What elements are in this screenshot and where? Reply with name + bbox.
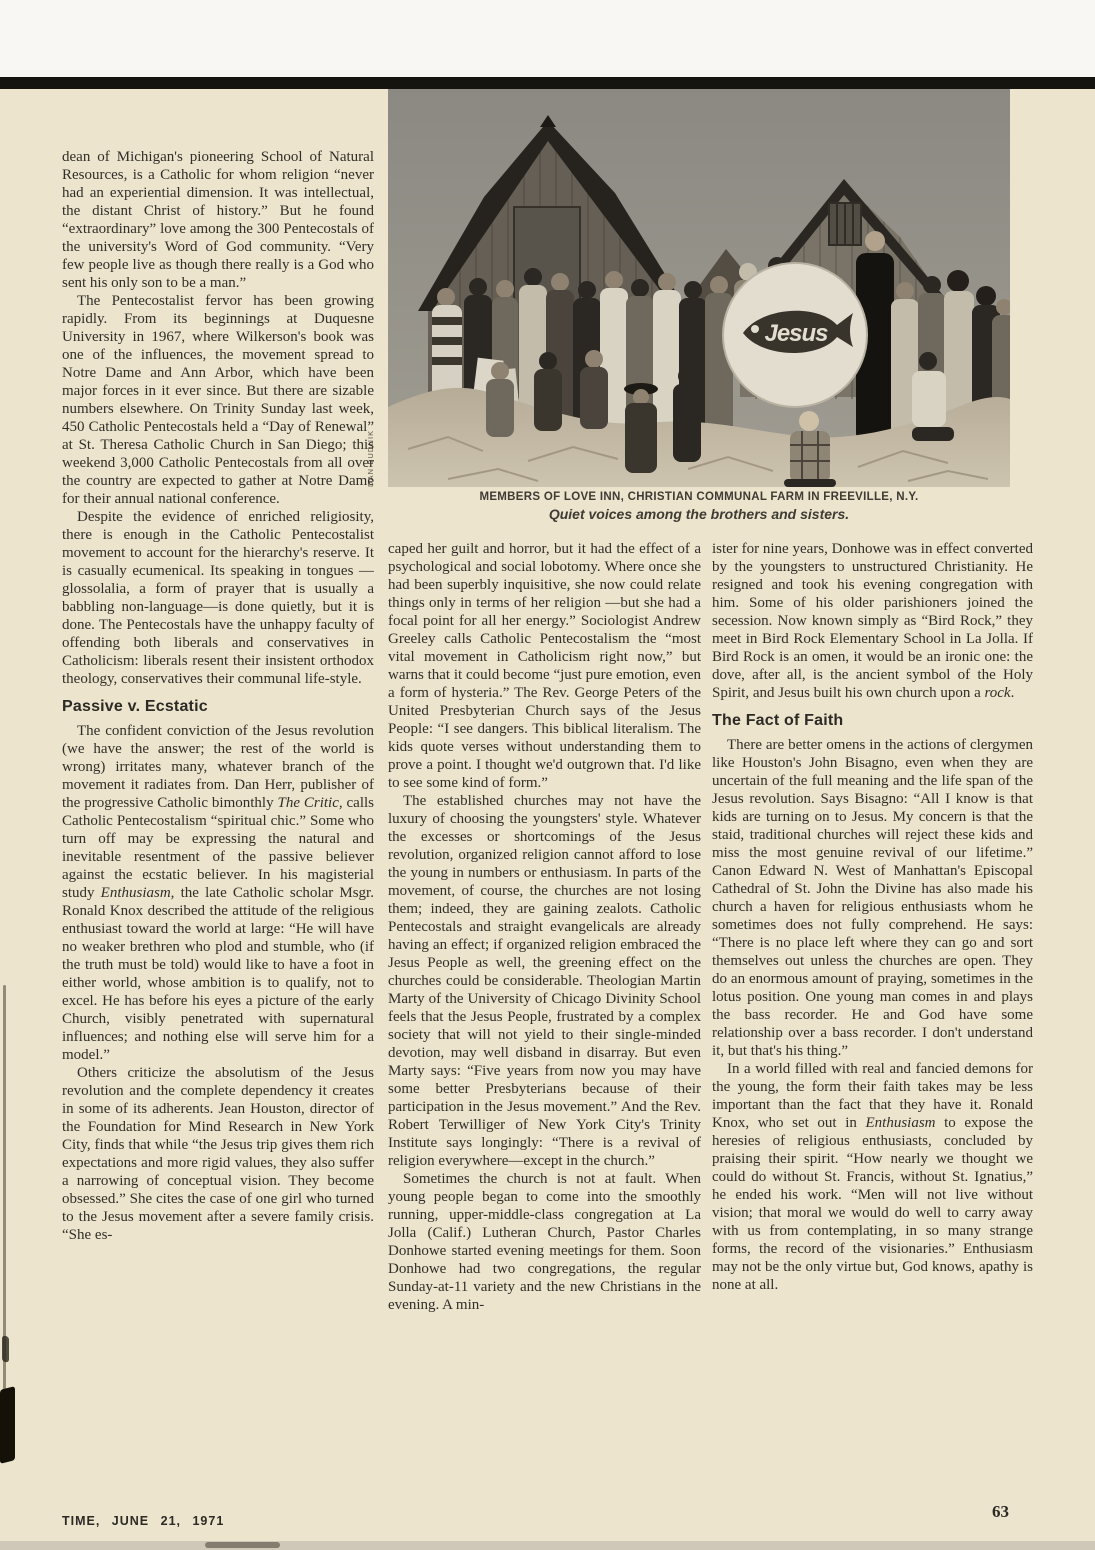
photo-love-inn-commune <box>388 89 1010 487</box>
scan-top-margin <box>0 0 1095 77</box>
photo-subcaption: Quiet voices among the brothers and sisters. <box>548 506 850 522</box>
jesus-sign-text: Jesus <box>764 320 828 347</box>
article-paragraph: There are better omens in the actions of clergymen like Houston's John Bisagno, even when they are uncertain of the full meaning and the life span of the Jesus revolution. Says Bisagno: “All I know is that kids are turning on to Jesus. My concern is that the staid, traditional churches will reject these kids and miss the most genuine revival of our lifetime.” Canon Edward N. West of Manhattan's Episcopal Cathedral of St. John the Divine has also made his church a haven for religious enthusiasts whom he sometimes does not fully comprehend. He says: “There is no place left where they can go and sort themselves out unless the churches are open. They do an enormous amount of praying, sometimes in the lotus position. One young man comes in and plays the bass recorder. He and God have some relationship over a bass recorder. I don't understand it, but that's his thing.” <box>712 737 1033 1059</box>
jesus-fish-sign <box>723 263 867 407</box>
page-top-rule <box>0 77 1095 89</box>
article-column-right <box>712 540 1033 1530</box>
page-number: 63 <box>992 1502 1009 1521</box>
article-paragraph: Sometimes the church is not at fault. When young people began to come into the smoothly running, upper-middle-class congregation at La Jolla (Calif.) Lutheran Church, Pastor Charles Donhowe started evening meetings for them. Soon Donhowe had two congregations, the regular Sunday-at-11 variety and the new Christians in the evening. A min- <box>388 1171 701 1313</box>
photo-credit: DAN BUDNIK <box>366 429 375 487</box>
article-paragraph: caped her guilt and horror, but it had the effect of a psychological and social lobotomy. Where once she had been superbly inquisitive, she now could relate things only in terms of her religion —but she had a focal point for all her energy.” Sociologist Andrew Greeley calls Catholic Pentecostalism the “most vital movement in Catholicism right now,” but warns that it could become “just pure emotion, even a form of hysteria.” The Rev. George Peters of the United Presbyterian Church says of the Jesus People: “I see dangers. This biblical literalism. The kids quote verses without understanding them to prove a point. I thought we'd outgrown that. I'd like to see some kind of form.” <box>388 541 701 791</box>
scan-bottom-edge <box>0 1541 1095 1550</box>
section-heading: Passive v. Ecstatic <box>62 698 208 715</box>
article-column-middle <box>388 540 701 1535</box>
article-paragraph: The confident conviction of the Jesus revolution (we have the answer; the rest of the world is wrong) irritates many, whatever branch of the movement it radiates from. Dan Herr, publisher of the progressive Catholic bimonthly The Critic, calls Catholic Pentecostalism “spiritual chic.” Some who turn off may be expressing the natural and inevitable resentment of the passive believer against the ecstatic believer. In his magisterial study Enthusiasm, the late Catholic scholar Msgr. Ronald Knox described the attitude of the religious enthusiast toward the world at large: “He will have no weaker brethren who plod and stumble, who (if the truth must be told) would like to have a foot in either world, whose ambition is to qualify, not to excel. He has before his eyes a picture of the early Church, visibly penetrated with supernatural influences; and nothing else will serve him for a model.” <box>62 723 374 1063</box>
scan-edge-artifact <box>2 1335 9 1362</box>
article-paragraph: ister for nine years, Donhowe was in effect converted by the youngsters to unstructured Christianity. He resigned and took his evening congregation with him. Some of his older parishioners joined the secession. Now known simply as “Bird Rock,” they meet in Bird Rock Elementary School in La Jolla. If Bird Rock is an omen, it would be an ironic one: the dove, after all, is the ancient symbol of the Holy Spirit, and Jesus built his own church upon a rock. <box>712 541 1033 701</box>
article-paragraph: Despite the evidence of enriched religiosity, there is enough in the Catholic Pentecostalist movement to account for the hierarchy's reserve. It is casually ecumenical. Its speaking in tongues —glossolalia, a form of prayer that is usually a babbling non-language—is done quietly, but it is done. The Pentecostals have the unhappy faculty of offending both liberals and conservatives in Catholicism: liberals resent their insistent orthodox theology, conservatives their communal life-style. <box>62 509 374 687</box>
scan-edge-artifact <box>0 1386 15 1464</box>
section-heading: The Fact of Faith <box>712 712 844 729</box>
article-paragraph: The Pentecostalist fervor has been growing rapidly. From its beginnings at Duquesne University in 1967, where Wilkerson's book was one of the influences, the movement spread to Notre Dame and Ann Arbor, which have been major forces in it ever since. But there are sizable numbers elsewhere. On Trinity Sunday last week, 450 Catholic Pentecostals held a “Day of Renewal” at St. Theresa Catholic Church in San Diego; this weekend 3,000 Catholic Pentecostals from all over the country are expected to gather at Notre Dame for their annual national conference. <box>62 293 374 507</box>
photo-caption: MEMBERS OF LOVE INN, CHRISTIAN COMMUNAL FARM IN FREEVILLE, N.Y. <box>479 491 919 503</box>
man-in-suit-head <box>865 231 885 251</box>
photo-illustration <box>388 89 1010 487</box>
article-paragraph: Others criticize the absolutism of the Jesus revolution and the complete dependency it creates in some of its adherents. Jean Houston, director of the Foundation for Mind Research in New York City, finds that while “the Jesus trip gives them rich expectations and more rigid values, they also suffer a narrowing of conceptual vision. They become obsessed.” She cites the case of one girl who turned to the Jesus movement after a severe family crisis. “She es- <box>62 1065 374 1243</box>
article-paragraph: dean of Michigan's pioneering School of Natural Resources, is a Catholic for whom religion “never had an experiential dimension. It was intellectual, the distant Christ of history.” But he found “extraordinary” love among the 300 Pentecostals of the university's Word of God community. “Very few people live as though there really is a God who sent his only son to be a man.” <box>62 149 374 291</box>
article-paragraph: The established churches may not have the luxury of choosing the youngsters' style. Whatever the excesses or shortcomings of the Jesus revolution, organized religion cannot afford to lose the young in numbers or enthusiasm. In parts of the movement, of course, the churches are not losing them; indeed, they are gaining zealots. Catholic Pentecostals and straight evangelicals are already having an effect; if organized religion embraced the Jesus People as well, the greening effect on the churches could be considerable. Theologian Martin Marty of the University of Chicago Divinity School feels that the Jesus People, frustrated by a complex society that will not yield to their single-minded devotion, may well disband in disarray. But even Marty says: “Five years from now you may have some better Presbyterians because of their participation in the Jesus movement.” And the Rev. Robert Terwilliger of New York City's Trinity Institute says longingly: “There is a revival of religion everywhere—except in the church.” <box>388 793 701 1169</box>
scan-bottom-smudge <box>205 1542 280 1548</box>
article-column-left <box>62 148 374 1520</box>
magazine-footer: TIME, JUNE 21, 1971 <box>62 1514 225 1528</box>
article-paragraph: In a world filled with real and fancied demons for the young, the form their faith takes may be less important than the fact that they have it. Ronald Knox, who set out in Enthusiasm to expose the heresies of religious enthusiasts, concluded by praising their spirit. “How nearly we thought we could do without St. Francis, without St. Ignatius,” he ended his work. “Men will not live without vision; that moral we would do well to carry away with us from contemplating, in so many strange forms, the record of the visionaries.” Enthusiasm may not be the only virtue but, God knows, apathy is none at all. <box>712 1061 1033 1293</box>
